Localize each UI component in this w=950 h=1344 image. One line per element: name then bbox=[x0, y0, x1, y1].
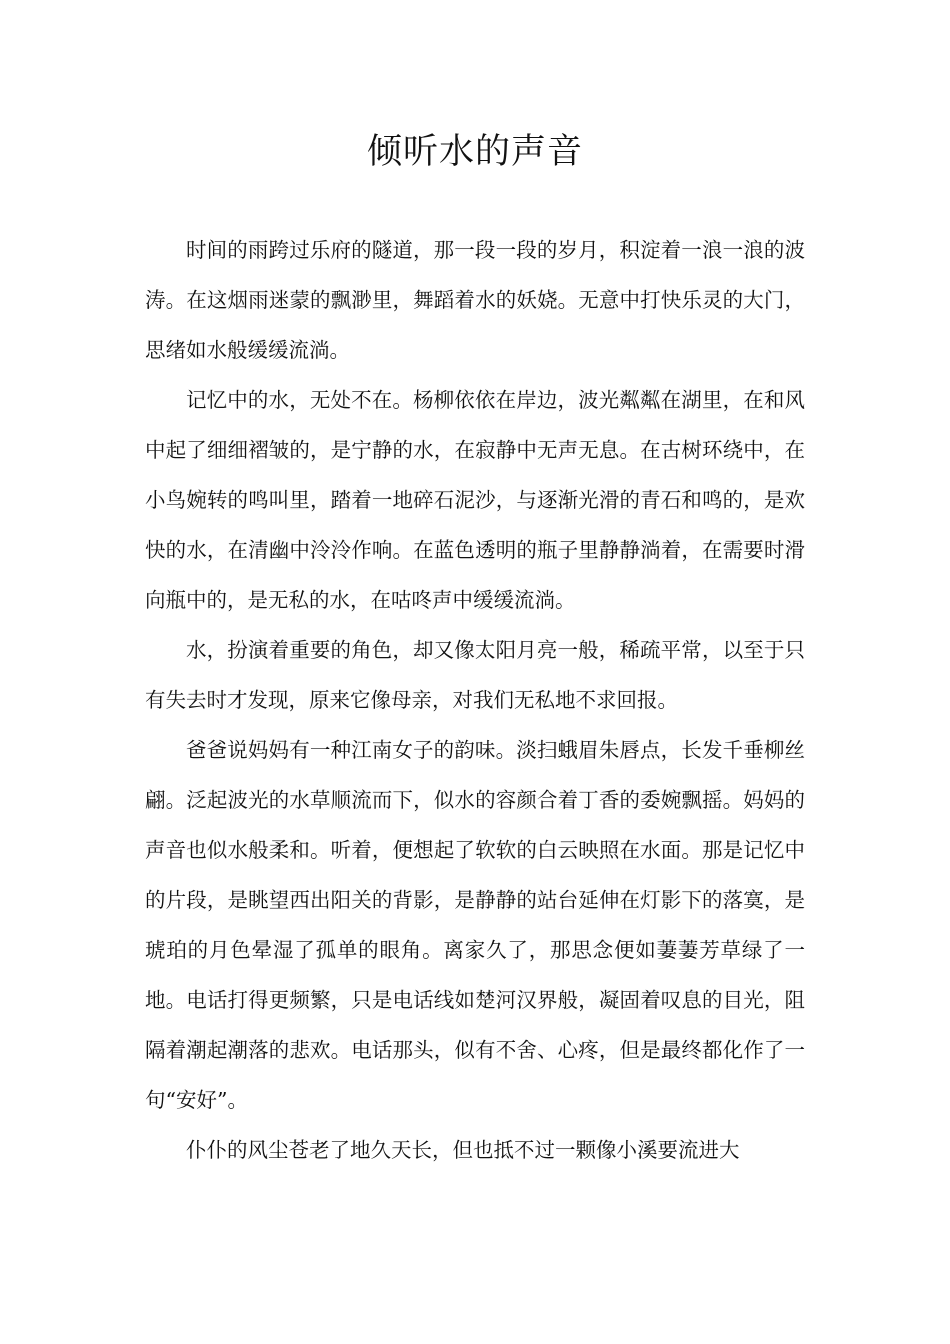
paragraph: 仆仆的风尘苍老了地久天长，但也抵不过一颗像小溪要流进大 bbox=[186, 1138, 740, 1162]
document-title: 倾听水的声音 bbox=[366, 132, 583, 172]
paragraph: 水，扮演着重要的角色，却又像太阳月亮一般，稀疏平常，以至于只有失去时才发现，原来它像母亲，对我们无私地不求回报。 bbox=[145, 638, 805, 712]
paragraph: 记忆中的水，无处不在。杨柳依依在岸边，波光粼粼在湖里，在和风中起了细细褶皱的，是宁静的水，在寂静中无声无息。在古树环绕中，在小鸟婉转的鸣叫里，踏着一地碎石泥沙，与逐渐光滑的青石和鸣的，是欢快的水，在清幽中泠泠作响。在蓝色透明的瓶子里静静淌着，在需要时滑向瓶中的，是无私的水，在咕咚声中缓缓流淌。 bbox=[145, 388, 805, 612]
paragraph: 时间的雨跨过乐府的隧道，那一段一段的岁月，积淀着一浪一浪的波涛。在这烟雨迷蒙的飘渺里，舞蹈着水的妖娆。无意中打快乐灵的大门，思绪如水般缓缓流淌。 bbox=[145, 238, 805, 362]
paragraph: 爸爸说妈妈有一种江南女子的韵味。淡扫蛾眉朱唇点，长发千垂柳丝翩。泛起波光的水草顺流而下，似水的容颜合着丁香的委婉飘摇。妈妈的声音也似水般柔和。听着，便想起了软软的白云映照在水面。那是记忆中的片段，是眺望西出阳关的背影，是静静的站台延伸在灯影下的落寞，是琥珀的月色晕湿了孤单的眼角。离家久了，那思念便如萋萋芳草绿了一地。电话打得更频繁，只是电话线如楚河汉界般，凝固着叹息的目光，阻隔着潮起潮落的悲欢。电话那头，似有不舍、心疼，但是最终都化作了一句“安好”。 bbox=[145, 738, 805, 1112]
document-body bbox=[145, 225, 805, 1175]
